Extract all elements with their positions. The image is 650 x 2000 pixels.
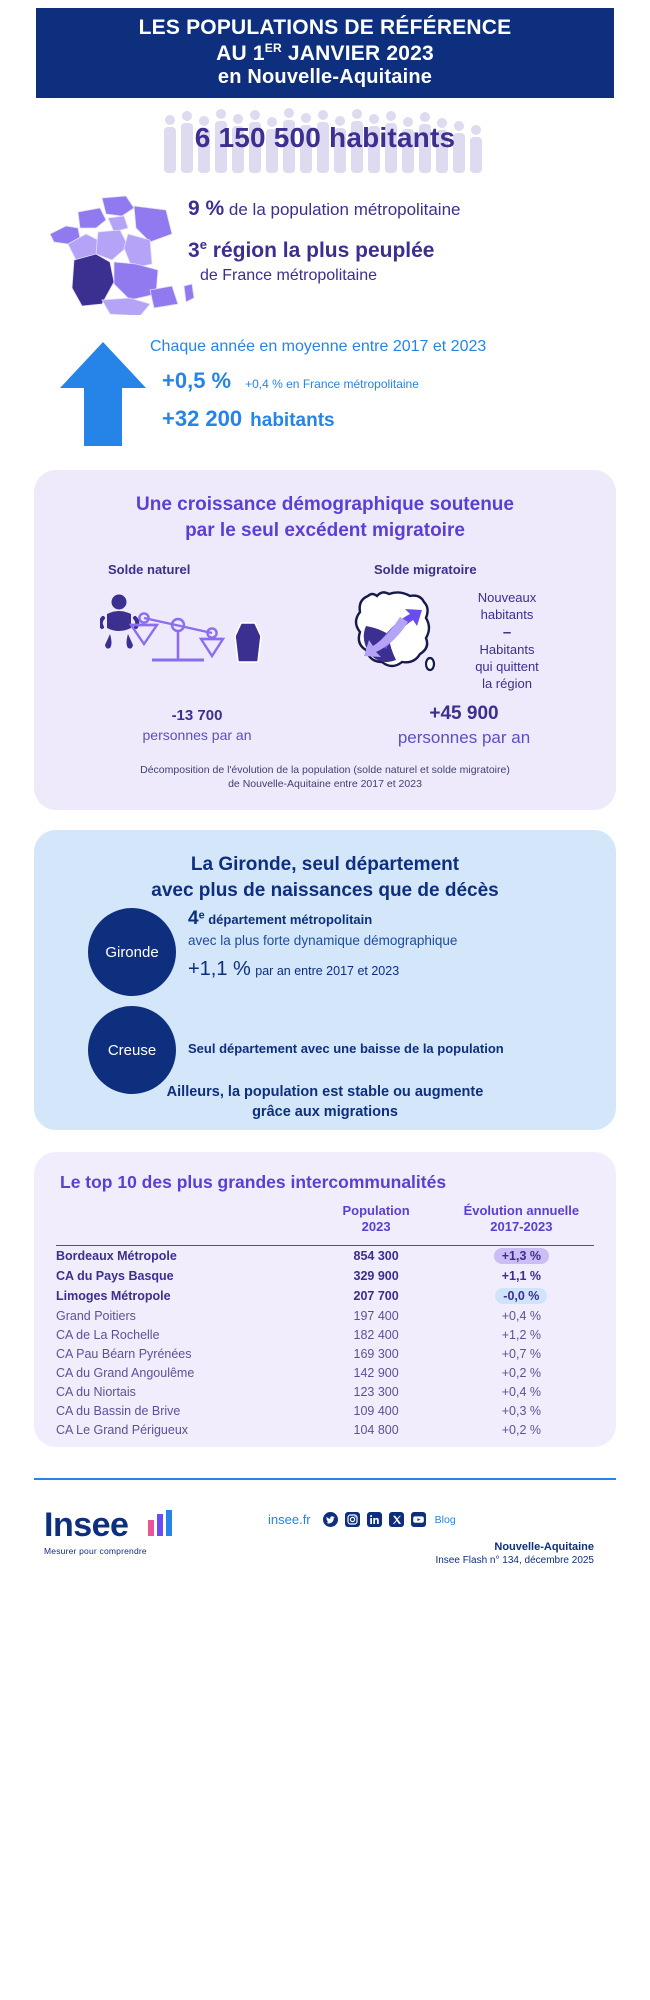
instagram-icon[interactable] — [345, 1512, 360, 1527]
row-population: 182 400 — [353, 1328, 399, 1342]
table-row — [56, 1402, 594, 1421]
table-row — [56, 1286, 594, 1307]
migration-in-l2: habitants — [480, 606, 534, 622]
insee-logo-tagline: Mesurer pour comprendre — [44, 1546, 147, 1556]
growth-count-value: +32 200 — [162, 406, 243, 431]
table-row — [56, 1421, 594, 1440]
row-evolution: +0,3 % — [501, 1404, 541, 1418]
gironde-rank-subtext: avec la plus forte dynamique démographique — [188, 933, 458, 948]
migration-minus-sign: – — [502, 623, 512, 641]
row-evolution: +1,2 % — [501, 1328, 541, 1342]
table-row — [56, 1326, 594, 1345]
youtube-icon[interactable] — [411, 1512, 426, 1527]
label-solde-naturel: Solde naturel — [108, 562, 191, 577]
natural-balance-value-block — [72, 707, 322, 743]
twitter-bird-icon[interactable] — [323, 1512, 338, 1527]
th-evolution — [449, 1203, 594, 1240]
row-name: CA Pau Béarn Pyrénées — [56, 1347, 192, 1361]
top10-table-body — [56, 1245, 594, 1440]
row-evolution: +0,2 % — [501, 1423, 541, 1437]
migration-out-l3: la région — [482, 676, 532, 692]
row-name: CA du Niortais — [56, 1385, 136, 1399]
row-evolution: +0,4 % — [501, 1385, 541, 1399]
fact-rank-value: 3 — [188, 239, 200, 263]
row-population: 123 300 — [353, 1385, 399, 1399]
footer-meta — [268, 1541, 618, 1566]
card-gironde-footer-l1: Ailleurs, la population est stable ou augmente — [166, 1084, 484, 1100]
insee-logo-text: Insee — [44, 1506, 129, 1544]
card-top10-title: Le top 10 des plus grandes intercommunalités — [60, 1172, 447, 1192]
migration-formula — [442, 590, 572, 693]
badge-creuse — [88, 1006, 176, 1094]
row-name: Limoges Métropole — [56, 1289, 171, 1303]
gironde-rank-line — [188, 908, 608, 930]
growth-arrow-block — [58, 340, 148, 450]
row-evolution: +0,4 % — [501, 1309, 541, 1323]
th-evolution-l1: Évolution annuelle — [463, 1203, 580, 1218]
migration-out-l2: qui quittent — [475, 659, 539, 675]
insee-logo[interactable] — [44, 1508, 147, 1556]
row-name: CA de La Rochelle — [56, 1328, 160, 1342]
row-population: 329 900 — [353, 1269, 399, 1283]
migratory-balance-value: +45 900 — [429, 703, 499, 724]
footer-divider — [34, 1478, 616, 1480]
badge-creuse-label: Creuse — [107, 1041, 157, 1059]
header-line2-after: JANVIER 2023 — [281, 41, 434, 65]
card-gironde-title-l2: avec plus de naissances que de décès — [151, 879, 499, 901]
evolution-badge: +1,3 % — [494, 1248, 549, 1264]
footer-right — [268, 1512, 618, 1566]
gironde-rank-sup: e — [198, 909, 205, 922]
gironde-growth-suffix: par an entre 2017 et 2023 — [255, 964, 400, 978]
row-population: 854 300 — [353, 1249, 399, 1263]
population-headline: 6 150 500 habitants — [194, 122, 456, 153]
table-row — [56, 1307, 594, 1326]
row-population: 169 300 — [353, 1347, 399, 1361]
fact-share — [188, 196, 618, 221]
header-title-line1: LES POPULATIONS DE RÉFÉRENCE — [138, 15, 512, 39]
header-line2-sup: ER — [264, 40, 282, 55]
key-facts — [188, 196, 618, 286]
card-gironde-footer — [60, 1082, 590, 1123]
growth-count-unit: habitants — [250, 410, 335, 431]
growth-rate-comparison: +0,4 % en France métropolitaine — [245, 377, 419, 391]
top10-table — [56, 1203, 594, 1440]
card-gironde-title-l1: La Gironde, seul département — [190, 854, 460, 875]
growth-count-row — [162, 406, 620, 432]
x-twitter-icon[interactable] — [389, 1512, 404, 1527]
card-natural-migratory — [34, 470, 616, 810]
badge-gironde — [88, 908, 176, 996]
card-natural-migratory-title-l2: par le seul excédent migratoire — [185, 519, 465, 541]
note-line1: Décomposition de l'évolution de la population (solde naturel et solde migratoire) — [140, 764, 510, 776]
footer-publication: Insee Flash n° 134, décembre 2025 — [435, 1555, 594, 1566]
top10-table-head — [56, 1203, 594, 1245]
row-population: 207 700 — [353, 1289, 399, 1303]
fact-rank-text: région la plus peuplée — [212, 239, 435, 263]
fact-rank-sub: de France métropolitaine — [200, 267, 377, 285]
gironde-growth-line — [188, 958, 608, 981]
fact-share-value: 9 % — [188, 197, 225, 220]
up-arrow-icon — [58, 340, 148, 450]
migratory-balance-unit: personnes par an — [397, 728, 531, 747]
badge-gironde-label: Gironde — [105, 943, 159, 961]
th-population-l2: 2023 — [361, 1219, 391, 1235]
growth-period-label: Chaque année en moyenne entre 2017 et 2023 — [150, 338, 487, 355]
migratory-balance-value-block — [334, 703, 594, 748]
card-top10 — [34, 1152, 616, 1447]
growth-rate-row — [162, 368, 620, 394]
row-population: 197 400 — [353, 1309, 399, 1323]
card-gironde — [34, 830, 616, 1130]
blog-link[interactable]: Blog — [434, 1513, 456, 1526]
row-evolution: +0,7 % — [501, 1347, 541, 1361]
table-row — [56, 1267, 594, 1286]
card-gironde-footer-l2: grâce aux migrations — [252, 1104, 398, 1121]
gironde-rank-value: 4 — [188, 908, 199, 929]
row-evolution: +0,2 % — [501, 1366, 541, 1380]
linkedin-icon[interactable] — [367, 1512, 382, 1527]
top10-header-row — [56, 1203, 594, 1240]
header-title-line2 — [216, 41, 434, 67]
header-title-line3: en Nouvelle-Aquitaine — [217, 66, 433, 89]
fact-rank — [188, 237, 618, 285]
bar-chart-icon — [148, 1510, 174, 1536]
growth-rate-value: +0,5 % — [162, 368, 232, 393]
gironde-rank-text: département métropolitain — [208, 912, 373, 927]
row-evolution: +1,1 % — [501, 1269, 541, 1283]
row-name: CA du Pays Basque — [56, 1269, 174, 1283]
row-name: CA du Bassin de Brive — [56, 1404, 181, 1418]
france-map-block — [44, 190, 204, 315]
natural-balance-value: -13 700 — [171, 707, 223, 724]
card-natural-migratory-title-l1: Une croissance démographique soutenue — [136, 494, 514, 515]
gironde-details — [188, 908, 608, 981]
footer-region: Nouvelle-Aquitaine — [494, 1541, 594, 1553]
migration-out-l1: Habitants — [479, 642, 535, 658]
fact-rank-sup: e — [199, 237, 207, 253]
evolution-badge: -0,0 % — [495, 1288, 547, 1304]
header-line2-before: AU 1 — [216, 41, 265, 65]
natural-balance-unit: personnes par an — [142, 727, 252, 743]
row-population: 104 800 — [353, 1423, 399, 1437]
insee-site-link[interactable]: insee.fr — [268, 1512, 311, 1527]
note-line2: de Nouvelle-Aquitaine entre 2017 et 2023 — [228, 778, 422, 791]
table-row — [56, 1245, 594, 1267]
births-deaths-balance-icon — [100, 592, 290, 672]
row-name: Bordeaux Métropole — [56, 1249, 177, 1263]
table-row — [56, 1383, 594, 1402]
row-evolution — [449, 1286, 594, 1307]
table-row — [56, 1364, 594, 1383]
migration-in-l1: Nouveaux — [477, 590, 537, 605]
social-links — [268, 1512, 618, 1527]
th-evolution-l2: 2017-2023 — [490, 1219, 553, 1235]
footer — [0, 1492, 650, 1612]
th-population-l1: Population — [342, 1203, 410, 1218]
gironde-growth-value: +1,1 % — [188, 958, 251, 980]
fact-share-text: de la population métropolitaine — [228, 200, 461, 219]
growth-stats — [150, 338, 620, 432]
row-population: 142 900 — [353, 1366, 399, 1380]
card-natural-migratory-note — [58, 763, 592, 791]
row-population: 109 400 — [353, 1404, 399, 1418]
table-row — [56, 1345, 594, 1364]
card-gironde-title — [34, 852, 616, 903]
france-map-icon — [44, 190, 204, 315]
th-population — [303, 1203, 448, 1240]
card-natural-migratory-title — [34, 492, 616, 543]
creuse-details: Seul département avec une baisse de la population — [188, 1041, 504, 1056]
row-name: CA du Grand Angoulême — [56, 1366, 195, 1380]
header-banner — [36, 8, 614, 98]
th-name — [56, 1203, 303, 1240]
row-evolution — [449, 1245, 594, 1267]
label-solde-migratoire: Solde migratoire — [374, 562, 477, 577]
migration-map-icon — [344, 588, 440, 680]
row-name: Grand Poitiers — [56, 1309, 136, 1323]
row-name: CA Le Grand Périgueux — [56, 1423, 189, 1437]
